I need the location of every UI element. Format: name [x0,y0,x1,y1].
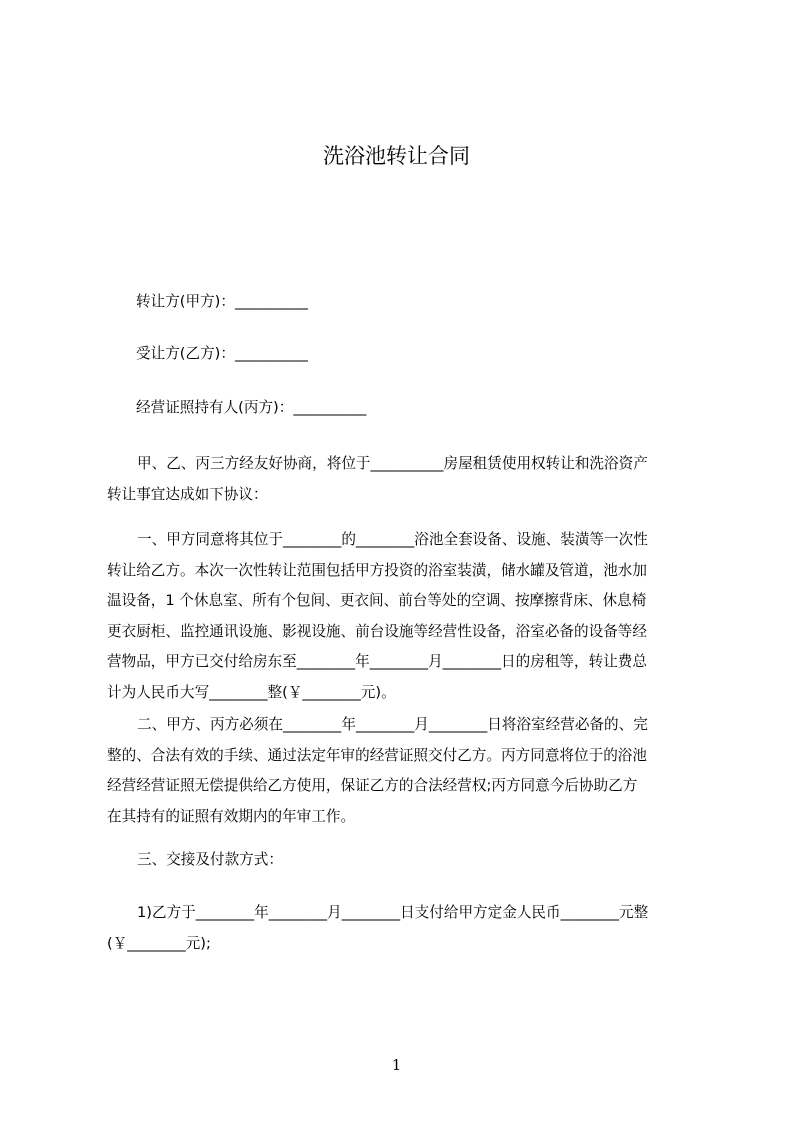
intro-line: 转让事宜达成如下协议： [107,485,268,503]
intro-paragraph [107,449,702,510]
clause-2-line: 二、甲方、丙方必须在________年________月________日将浴室经营必备的、完 [137,716,648,733]
intro-line: 甲、乙、丙三方经友好协商，将位于__________房屋租赁使用权转让和洗浴资产 [137,455,648,472]
clause-3-item-1 [107,898,702,959]
clause-2-paragraph [107,710,702,832]
clause-1-line: 一、甲方同意将其位于________的________浴池全套设备、设施、装潢等一次性 [137,531,648,548]
page-number: 1 [391,1056,402,1074]
document-title: 洗浴池转让合同 [323,144,470,168]
transferor-line: 转让方(甲方)：__________ [136,293,308,310]
clause-1-line: 转让给乙方。本次一次性转让范围包括甲方投资的浴室装潢，储水罐及管道，池水加 [107,561,647,579]
clause-1-line: 计为人民币大写________整(￥________元)。 [107,683,396,701]
license-holder-line: 经营证照持有人(丙方)：__________ [136,399,367,416]
clause-2-line: 在其持有的证照有效期内的年审工作。 [107,807,356,825]
clause-3-item-1-line: 1)乙方于________年________月________日支付给甲方定金人民币________元整 [137,904,649,921]
clause-1-line: 温设备，1 个休息室、所有个包间、更衣间、前台等处的空调、按摩擦背床、休息椅 [107,592,647,609]
clause-1-paragraph [107,525,702,708]
clause-1-line: 营物品，甲方已交付给房东至________年________月________日的房租等，转让费总 [107,653,647,670]
clause-1-line: 更衣厨柜、监控通讯设施、影视设施、前台设施等经营性设备，浴室必备的设备等经 [107,622,647,640]
transferee-line: 受让方(乙方)：__________ [136,345,308,362]
clause-3-item-1-line: (￥________元); [107,934,211,952]
clause-2-line: 经营经营证照无偿提供给乙方使用，保证乙方的合法经营权;丙方同意今后协助乙方 [107,777,638,794]
clause-3-heading: 三、交接及付款方式： [137,851,283,868]
clause-2-line: 整的、合法有效的手续、通过法定年审的经营证照交付乙方。丙方同意将位于的浴池 [107,746,647,764]
